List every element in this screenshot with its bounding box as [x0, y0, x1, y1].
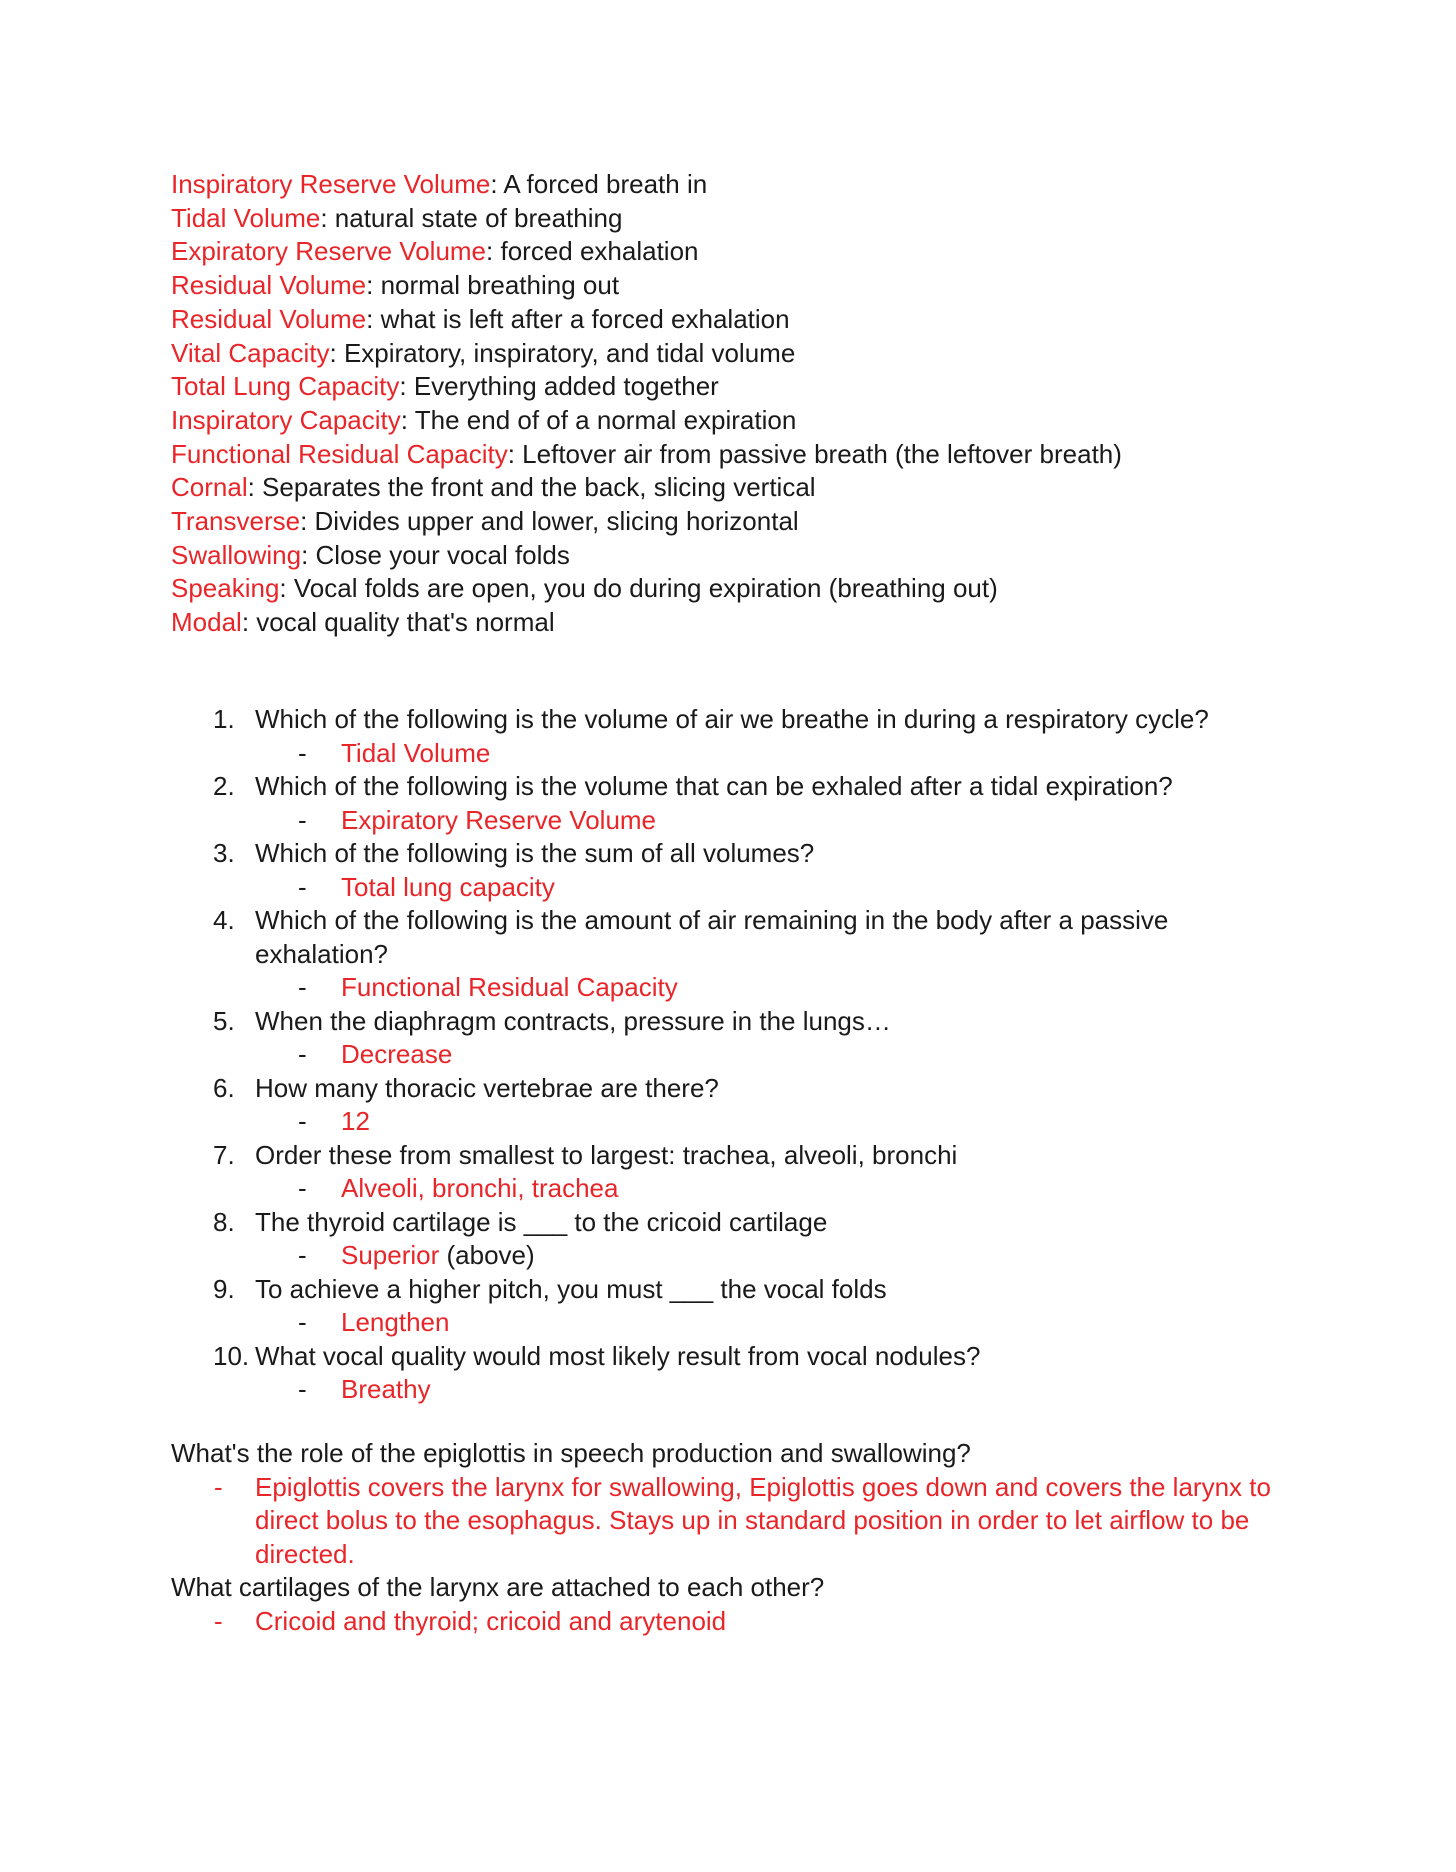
definition-text: : Vocal folds are open, you do during expiration (breathing out): [279, 573, 998, 604]
answer-dash: -: [214, 1471, 223, 1502]
definition-text: : Close your vocal folds: [301, 539, 570, 570]
quiz-answer: [171, 1373, 1321, 1407]
definition-term: Tidal Volume: [171, 202, 321, 233]
answer-dash: -: [298, 871, 307, 902]
quiz-question: [171, 1139, 1321, 1173]
definition-term: Total Lung Capacity: [171, 371, 400, 402]
answer-text: Total lung capacity: [341, 871, 555, 902]
definition-term: Inspiratory Reserve Volume: [171, 169, 491, 199]
definition-text: : normal breathing out: [366, 270, 620, 301]
question-number: 9.: [213, 1273, 235, 1304]
question-text: Which of the following is the sum of all volumes?: [255, 838, 815, 868]
answer-text: Alveoli, bronchi, trachea: [341, 1173, 619, 1203]
question-number: 1.: [213, 704, 235, 734]
question-number: 4.: [213, 905, 235, 935]
quiz-answer: [171, 1105, 1321, 1139]
definition-item: [171, 471, 1321, 505]
definitions-list: [171, 168, 1321, 640]
question-text: When the diaphragm contracts, pressure in the lungs…: [255, 1005, 891, 1036]
answer-text: Expiratory Reserve Volume: [341, 804, 657, 835]
quiz-question: [171, 1273, 1321, 1307]
answer-line: Cricoid and thyroid; cricoid and arytenoid: [255, 1605, 727, 1636]
definition-item: [171, 370, 1321, 404]
question-text: The thyroid cartilage is ___ to the cricoid cartilage: [255, 1206, 828, 1237]
answer-dash: -: [298, 1307, 307, 1337]
answer-line: direct bolus to the esophagus. Stays up in standard position in order to let airflow to be: [255, 1505, 1250, 1535]
quiz-question: [171, 837, 1321, 871]
quiz-question: [171, 703, 1321, 737]
question-number: 3.: [213, 838, 235, 868]
question-number: 2.: [213, 771, 235, 801]
question-text: What vocal quality would most likely result from vocal nodules?: [255, 1340, 981, 1371]
quiz-answer: [171, 1239, 1321, 1273]
definition-item: [171, 438, 1321, 472]
answer-dash: -: [298, 1173, 307, 1203]
quiz-answer: [171, 737, 1321, 771]
definition-item: [171, 202, 1321, 236]
quiz-question: [171, 770, 1321, 804]
definition-text: : forced exhalation: [486, 236, 699, 267]
answer-dash: -: [298, 737, 307, 768]
quiz-answer: [171, 1038, 1321, 1072]
answer-line: Epiglottis covers the larynx for swallowing, Epiglottis goes down and covers the larynx to: [255, 1471, 1271, 1502]
answer-dash: -: [298, 804, 307, 835]
definition-text: : Expiratory, inspiratory, and tidal volume: [329, 337, 796, 368]
definition-item: [171, 539, 1321, 573]
answer-text: Superior: [341, 1240, 440, 1270]
question-number: 6.: [213, 1072, 235, 1103]
quiz-question: [171, 1206, 1321, 1240]
definition-term: Inspiratory Capacity: [171, 404, 401, 435]
definition-item: [171, 235, 1321, 269]
definition-text: : Separates the front and the back, slicing vertical: [247, 472, 816, 503]
question-text: Which of the following is the volume that can be exhaled after a tidal expiration?: [255, 771, 1173, 801]
definition-term: Vital Capacity: [171, 337, 330, 368]
quiz-answer: [171, 1306, 1321, 1340]
question-number: 10.: [213, 1340, 250, 1371]
answer-text: Lengthen: [341, 1307, 450, 1337]
open-question: What cartilages of the larynx are attached to each other?: [171, 1572, 825, 1602]
answer-dash: -: [298, 1240, 307, 1270]
definition-term: Transverse: [171, 506, 301, 537]
definition-item: [171, 404, 1321, 438]
definition-text: : Everything added together: [399, 371, 719, 402]
quiz-question: [171, 1072, 1321, 1106]
answer-text: 12: [341, 1106, 370, 1136]
quiz-list: [171, 703, 1321, 1407]
definition-term: Speaking: [171, 573, 280, 604]
quiz-answer: [171, 1172, 1321, 1206]
quiz-answer: [171, 971, 1321, 1005]
answer-line: directed.: [255, 1538, 355, 1569]
answer-suffix: (above): [439, 1240, 535, 1270]
definition-term: Modal: [171, 607, 242, 638]
quiz-question: [171, 904, 1321, 938]
question-text: How many thoracic vertebrae are there?: [255, 1072, 719, 1103]
definition-item: [171, 337, 1321, 371]
answer-text: Functional Residual Capacity: [341, 972, 678, 1002]
question-text: exhalation?: [255, 938, 388, 969]
definition-text: : Divides upper and lower, slicing horizontal: [300, 506, 799, 537]
definition-item: [171, 303, 1321, 337]
definition-text: : what is left after a forced exhalation: [366, 303, 790, 334]
answer-text: Breathy: [341, 1374, 431, 1404]
definition-item: [171, 269, 1321, 303]
quiz-question-continued: [171, 938, 1321, 972]
answer-dash: -: [298, 1039, 307, 1069]
definition-text: : vocal quality that's normal: [241, 607, 555, 638]
definition-text: : natural state of breathing: [320, 202, 623, 233]
open-answer: [171, 1471, 1291, 1572]
definition-term: Residual Volume: [171, 303, 367, 334]
question-number: 8.: [213, 1206, 235, 1237]
answer-text: Tidal Volume: [341, 737, 491, 768]
definition-text: : Leftover air from passive breath (the leftover breath): [507, 438, 1122, 469]
quiz-question: [171, 1005, 1321, 1039]
definition-text: : The end of of a normal expiration: [400, 404, 797, 435]
definition-item: [171, 606, 1321, 640]
quiz-question: [171, 1340, 1321, 1374]
question-text: Order these from smallest to largest: trachea, alveoli, bronchi: [255, 1139, 958, 1170]
answer-dash: -: [298, 972, 307, 1002]
question-text: Which of the following is the volume of air we breathe in during a respiratory cycle?: [255, 704, 1209, 734]
definition-item: [171, 168, 1321, 202]
question-number: 5.: [213, 1005, 235, 1036]
definition-term: Swallowing: [171, 539, 302, 570]
definition-term: Residual Volume: [171, 270, 367, 301]
definition-text: : A forced breath in: [490, 169, 708, 199]
definition-term: Cornal: [171, 472, 248, 503]
question-text: To achieve a higher pitch, you must ___ the vocal folds: [255, 1273, 887, 1304]
open-questions: [171, 1437, 1291, 1638]
definition-item: [171, 572, 1321, 606]
answer-text: Decrease: [341, 1039, 453, 1069]
definition-item: [171, 505, 1321, 539]
answer-dash: -: [298, 1106, 307, 1136]
definition-term: Functional Residual Capacity: [171, 438, 508, 469]
quiz-answer: [171, 804, 1321, 838]
question-text: Which of the following is the amount of air remaining in the body after a passive: [255, 905, 1169, 935]
quiz-answer: [171, 871, 1321, 905]
answer-dash: -: [214, 1605, 223, 1636]
open-question: What's the role of the epiglottis in speech production and swallowing?: [171, 1438, 971, 1468]
definition-term: Expiratory Reserve Volume: [171, 236, 487, 267]
answer-dash: -: [298, 1374, 307, 1404]
open-answer: [171, 1605, 1291, 1639]
question-number: 7.: [213, 1139, 235, 1170]
